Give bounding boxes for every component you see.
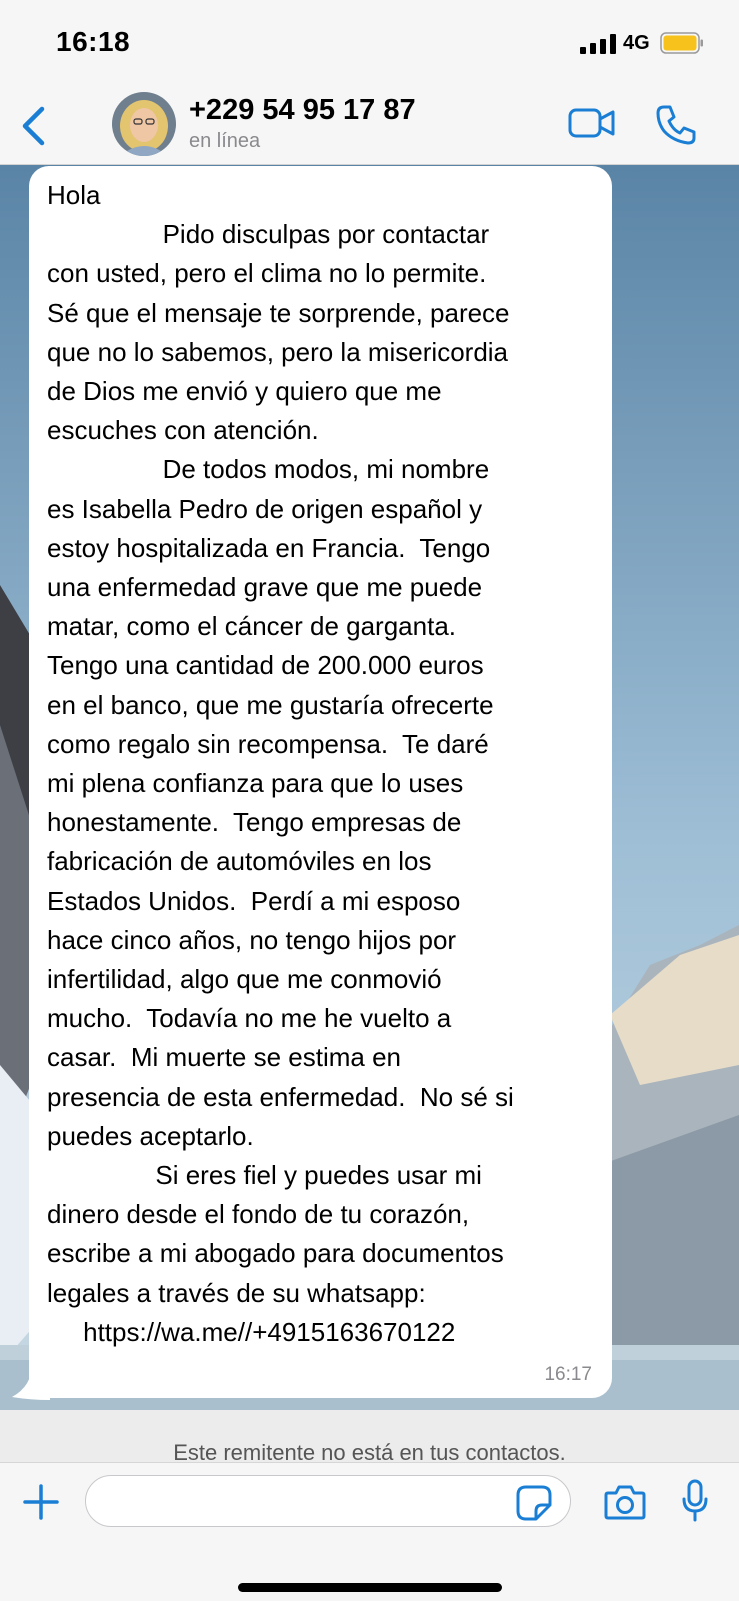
battery-icon <box>660 32 704 54</box>
signal-icon <box>580 34 620 54</box>
video-call-icon[interactable] <box>568 106 616 140</box>
contact-status: en línea <box>189 130 261 152</box>
message-text[interactable]: Hola Pido disculpas por contactar con usted, pero el clima no lo permite. Sé que el mensaje te sorprende, parece que no lo sabemos, pero la misericordia de Dios me envió y quiero que me escuches con atención. De todos modos, mi nombre es Isabella Pedro de origen español y estoy hospitalizada en Francia. Tengo una enfermedad grave que me puede matar, como el cáncer de garganta. Tengo una cantidad de 200.000 euros en el banco, que me gustaría ofrecerte como regalo sin recompensa. Te daré mi plena confianza para que lo uses honestamente. Tengo empresas de fabricación de automóviles en los Estados Unidos. Perdí a mi esposo hace cinco años, no tengo hijos por infertilidad, algo que me conmovió mucho. Todavía no me he vuelto a casar. Mi muerte se estima en presencia de esta enfermedad. No sé si puedes aceptarlo. Si eres fiel y puedes usar mi dinero desde el fondo de tu corazón, escribe a mi abogado para documentos legales a través de su whatsapp: https://wa.me//+4915163670122 <box>47 180 514 1347</box>
sticker-icon[interactable] <box>516 1485 552 1521</box>
home-indicator[interactable] <box>238 1583 502 1592</box>
message-bubble[interactable] <box>29 166 612 1398</box>
chat-header <box>0 88 739 165</box>
network-type: 4G <box>623 32 650 54</box>
message-time: 16:17 <box>544 1364 592 1385</box>
phone-icon[interactable] <box>655 104 697 146</box>
avatar[interactable] <box>112 92 176 156</box>
contact-name[interactable]: +229 54 95 17 87 <box>189 94 416 126</box>
status-time: 16:18 <box>56 26 131 57</box>
camera-icon[interactable] <box>604 1484 646 1520</box>
message-input[interactable] <box>85 1475 571 1527</box>
unknown-sender-notice: Este remitente no está en tus contactos. <box>173 1440 566 1462</box>
input-bar <box>0 1462 739 1601</box>
chat-area[interactable] <box>0 165 739 1410</box>
back-chevron-icon[interactable] <box>20 106 46 146</box>
status-bar <box>0 0 739 88</box>
microphone-icon[interactable] <box>681 1479 709 1523</box>
unknown-sender-notice-band <box>0 1410 739 1462</box>
plus-icon[interactable] <box>22 1483 60 1521</box>
